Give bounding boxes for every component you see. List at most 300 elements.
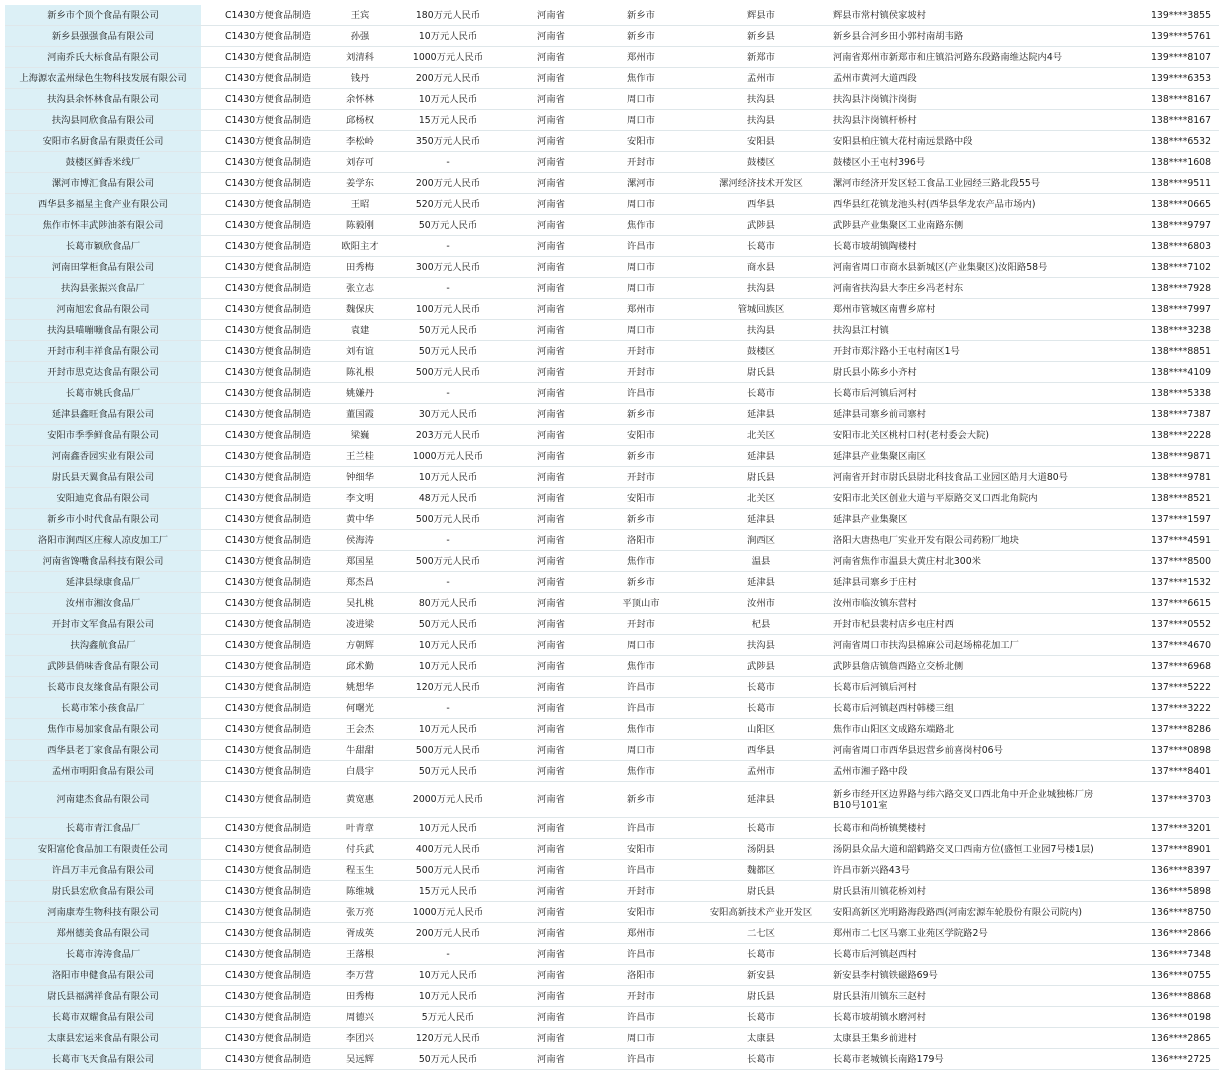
capital-cell: - [385, 236, 511, 257]
table-row [5, 923, 1219, 944]
capital-cell: 350万元人民币 [385, 131, 511, 152]
table-row [5, 362, 1219, 383]
city-cell: 许昌市 [591, 944, 691, 965]
legal-rep-cell: 钟细华 [335, 467, 385, 488]
table-row [5, 173, 1219, 194]
legal-rep-cell: 王落根 [335, 944, 385, 965]
industry-cell: C1430方便食品制造 [201, 881, 335, 902]
table-row [5, 257, 1219, 278]
capital-cell: 50万元人民币 [385, 215, 511, 236]
city-cell: 焦作市 [591, 215, 691, 236]
company-name-cell: 安阳迪克食品有限公司 [5, 488, 201, 509]
city-cell: 安阳市 [591, 488, 691, 509]
legal-rep-cell: 孙强 [335, 26, 385, 47]
city-cell: 郑州市 [591, 299, 691, 320]
capital-cell: 50万元人民币 [385, 320, 511, 341]
industry-cell: C1430方便食品制造 [201, 818, 335, 839]
table-row [5, 215, 1219, 236]
district-cell: 扶沟县 [691, 89, 831, 110]
table-row [5, 902, 1219, 923]
company-name-cell: 洛阳市申健食品有限公司 [5, 965, 201, 986]
address-cell: 尉氏县洧川镇东三赵村 [831, 986, 1111, 1007]
company-name-cell: 长葛市涛涛食品厂 [5, 944, 201, 965]
company-name-cell: 武陟县俏味香食品有限公司 [5, 656, 201, 677]
capital-cell: - [385, 152, 511, 173]
district-cell: 北关区 [691, 425, 831, 446]
company-name-cell: 河南鑫香园实业有限公司 [5, 446, 201, 467]
province-cell: 河南省 [511, 761, 591, 782]
capital-cell: 10万元人民币 [385, 89, 511, 110]
industry-cell: C1430方便食品制造 [201, 278, 335, 299]
address-cell: 武陟县产业集聚区工业南路东侧 [831, 215, 1111, 236]
city-cell: 开封市 [591, 467, 691, 488]
company-name-cell: 河南建杰食品有限公司 [5, 782, 201, 818]
address-cell: 河南省扶沟县大李庄乡冯老村东 [831, 278, 1111, 299]
legal-rep-cell: 刘有谊 [335, 341, 385, 362]
table-row [5, 677, 1219, 698]
district-cell: 太康县 [691, 1028, 831, 1049]
table-row [5, 656, 1219, 677]
legal-rep-cell: 李松岭 [335, 131, 385, 152]
city-cell: 许昌市 [591, 698, 691, 719]
company-name-cell: 河南康寿生物科技有限公司 [5, 902, 201, 923]
capital-cell: 48万元人民币 [385, 488, 511, 509]
city-cell: 焦作市 [591, 761, 691, 782]
address-cell: 延津县司寨乡于庄村 [831, 572, 1111, 593]
table-row [5, 551, 1219, 572]
legal-rep-cell: 王会杰 [335, 719, 385, 740]
table-row [5, 593, 1219, 614]
table-row [5, 740, 1219, 761]
city-cell: 开封市 [591, 881, 691, 902]
province-cell: 河南省 [511, 1028, 591, 1049]
company-name-cell: 长葛市双耀食品有限公司 [5, 1007, 201, 1028]
capital-cell: 500万元人民币 [385, 860, 511, 881]
address-cell: 河南省周口市西华县迟营乡前喜岗村06号 [831, 740, 1111, 761]
phone-cell: 137****8500 [1111, 551, 1219, 572]
phone-cell: 138****7997 [1111, 299, 1219, 320]
capital-cell: 10万元人民币 [385, 818, 511, 839]
province-cell: 河南省 [511, 902, 591, 923]
address-cell: 新乡县合河乡田小郭村南胡韦路 [831, 26, 1111, 47]
table-row [5, 488, 1219, 509]
capital-cell: - [385, 278, 511, 299]
address-cell: 长葛市后河镇赵西村 [831, 944, 1111, 965]
legal-rep-cell: 王宾 [335, 5, 385, 26]
legal-rep-cell: 叶青章 [335, 818, 385, 839]
legal-rep-cell: 侯海涛 [335, 530, 385, 551]
capital-cell: 30万元人民币 [385, 404, 511, 425]
company-name-cell: 扶沟县张振兴食品厂 [5, 278, 201, 299]
table-row [5, 299, 1219, 320]
capital-cell: 50万元人民币 [385, 761, 511, 782]
phone-cell: 138****8167 [1111, 89, 1219, 110]
table-row [5, 5, 1219, 26]
province-cell: 河南省 [511, 278, 591, 299]
phone-cell: 138****9511 [1111, 173, 1219, 194]
province-cell: 河南省 [511, 719, 591, 740]
capital-cell: 300万元人民币 [385, 257, 511, 278]
table-row [5, 110, 1219, 131]
industry-cell: C1430方便食品制造 [201, 173, 335, 194]
city-cell: 洛阳市 [591, 965, 691, 986]
table-row [5, 944, 1219, 965]
industry-cell: C1430方便食品制造 [201, 782, 335, 818]
table-row [5, 89, 1219, 110]
province-cell: 河南省 [511, 257, 591, 278]
capital-cell: 120万元人民币 [385, 677, 511, 698]
capital-cell: 15万元人民币 [385, 881, 511, 902]
province-cell: 河南省 [511, 572, 591, 593]
table-row [5, 194, 1219, 215]
industry-cell: C1430方便食品制造 [201, 5, 335, 26]
phone-cell: 136****5898 [1111, 881, 1219, 902]
district-cell: 延津县 [691, 572, 831, 593]
province-cell: 河南省 [511, 860, 591, 881]
company-name-cell: 焦作市怀丰武陟油茶有限公司 [5, 215, 201, 236]
industry-cell: C1430方便食品制造 [201, 257, 335, 278]
province-cell: 河南省 [511, 509, 591, 530]
industry-cell: C1430方便食品制造 [201, 131, 335, 152]
legal-rep-cell: 李团兴 [335, 1028, 385, 1049]
industry-cell: C1430方便食品制造 [201, 677, 335, 698]
table-row [5, 818, 1219, 839]
province-cell: 河南省 [511, 320, 591, 341]
company-name-cell: 西华县老丁家食品有限公司 [5, 740, 201, 761]
table-row [5, 383, 1219, 404]
legal-rep-cell: 付兵武 [335, 839, 385, 860]
industry-cell: C1430方便食品制造 [201, 1007, 335, 1028]
address-cell: 安阳市北关区创业大道与平原路交叉口西北角院内 [831, 488, 1111, 509]
address-cell: 延津县产业集聚区 [831, 509, 1111, 530]
province-cell: 河南省 [511, 944, 591, 965]
legal-rep-cell: 白晨宇 [335, 761, 385, 782]
company-name-cell: 尉氏县福满祥食品有限公司 [5, 986, 201, 1007]
district-cell: 长葛市 [691, 818, 831, 839]
phone-cell: 138****3238 [1111, 320, 1219, 341]
city-cell: 开封市 [591, 614, 691, 635]
phone-cell: 136****8397 [1111, 860, 1219, 881]
phone-cell: 136****0198 [1111, 1007, 1219, 1028]
district-cell: 扶沟县 [691, 635, 831, 656]
table-row [5, 341, 1219, 362]
phone-cell: 137****4591 [1111, 530, 1219, 551]
company-name-cell: 尉氏县天翼食品有限公司 [5, 467, 201, 488]
company-name-cell: 延津县鑫旺食品有限公司 [5, 404, 201, 425]
province-cell: 河南省 [511, 488, 591, 509]
industry-cell: C1430方便食品制造 [201, 467, 335, 488]
table-row [5, 404, 1219, 425]
industry-cell: C1430方便食品制造 [201, 299, 335, 320]
legal-rep-cell: 李万营 [335, 965, 385, 986]
company-name-cell: 西华县多福星主食产业有限公司 [5, 194, 201, 215]
capital-cell: 2000万元人民币 [385, 782, 511, 818]
district-cell: 尉氏县 [691, 467, 831, 488]
address-cell: 扶沟县江村镇 [831, 320, 1111, 341]
company-name-cell: 孟州市明阳食品有限公司 [5, 761, 201, 782]
province-cell: 河南省 [511, 677, 591, 698]
company-name-cell: 扶沟鑫航食品厂 [5, 635, 201, 656]
phone-cell: 137****5222 [1111, 677, 1219, 698]
city-cell: 安阳市 [591, 131, 691, 152]
table-row [5, 860, 1219, 881]
legal-rep-cell: 邱术勤 [335, 656, 385, 677]
phone-cell: 138****8851 [1111, 341, 1219, 362]
capital-cell: 203万元人民币 [385, 425, 511, 446]
province-cell: 河南省 [511, 1049, 591, 1070]
district-cell: 杞县 [691, 614, 831, 635]
district-cell: 长葛市 [691, 383, 831, 404]
address-cell: 河南省周口市扶沟县棉麻公司赵场棉花加工厂 [831, 635, 1111, 656]
industry-cell: C1430方便食品制造 [201, 761, 335, 782]
address-cell: 安阳市北关区桃村口村(老村委会大院) [831, 425, 1111, 446]
company-name-cell: 郑州德美食品有限公司 [5, 923, 201, 944]
city-cell: 开封市 [591, 152, 691, 173]
district-cell: 延津县 [691, 509, 831, 530]
phone-cell: 137****3703 [1111, 782, 1219, 818]
city-cell: 周口市 [591, 194, 691, 215]
city-cell: 开封市 [591, 341, 691, 362]
table-row [5, 782, 1219, 818]
province-cell: 河南省 [511, 818, 591, 839]
legal-rep-cell: 钱丹 [335, 68, 385, 89]
province-cell: 河南省 [511, 5, 591, 26]
address-cell: 长葛市坡胡镇水磨河村 [831, 1007, 1111, 1028]
phone-cell: 137****0552 [1111, 614, 1219, 635]
address-cell: 延津县产业集聚区南区 [831, 446, 1111, 467]
industry-cell: C1430方便食品制造 [201, 383, 335, 404]
legal-rep-cell: 魏保庆 [335, 299, 385, 320]
district-cell: 二七区 [691, 923, 831, 944]
company-name-cell: 河南乔氏大标食品有限公司 [5, 47, 201, 68]
legal-rep-cell: 郑国星 [335, 551, 385, 572]
province-cell: 河南省 [511, 299, 591, 320]
address-cell: 鼓楼区小王屯村396号 [831, 152, 1111, 173]
company-name-cell: 扶沟县喵嘣嘣食品有限公司 [5, 320, 201, 341]
legal-rep-cell: 凌进梁 [335, 614, 385, 635]
city-cell: 郑州市 [591, 923, 691, 944]
address-cell: 郑州市管城区南曹乡席村 [831, 299, 1111, 320]
industry-cell: C1430方便食品制造 [201, 923, 335, 944]
city-cell: 周口市 [591, 278, 691, 299]
table-row [5, 509, 1219, 530]
province-cell: 河南省 [511, 446, 591, 467]
industry-cell: C1430方便食品制造 [201, 1028, 335, 1049]
industry-cell: C1430方便食品制造 [201, 488, 335, 509]
province-cell: 河南省 [511, 110, 591, 131]
company-name-cell: 上海源农孟州绿色生物科技发展有限公司 [5, 68, 201, 89]
district-cell: 武陟县 [691, 656, 831, 677]
table-row [5, 152, 1219, 173]
district-cell: 长葛市 [691, 944, 831, 965]
capital-cell: 200万元人民币 [385, 173, 511, 194]
address-cell: 安阳高新区光明路海段路西(河南宏源车轮股份有限公司院内) [831, 902, 1111, 923]
legal-rep-cell: 刘清科 [335, 47, 385, 68]
phone-cell: 138****6532 [1111, 131, 1219, 152]
company-name-cell: 开封市思克达食品有限公司 [5, 362, 201, 383]
province-cell: 河南省 [511, 782, 591, 818]
province-cell: 河南省 [511, 194, 591, 215]
phone-cell: 137****1532 [1111, 572, 1219, 593]
address-cell: 焦作市山阳区文成路东端路北 [831, 719, 1111, 740]
table-row [5, 698, 1219, 719]
industry-cell: C1430方便食品制造 [201, 902, 335, 923]
table-row [5, 530, 1219, 551]
table-row [5, 446, 1219, 467]
city-cell: 焦作市 [591, 551, 691, 572]
province-cell: 河南省 [511, 881, 591, 902]
phone-cell: 136****8868 [1111, 986, 1219, 1007]
district-cell: 安阳高新技术产业开发区 [691, 902, 831, 923]
address-cell: 长葛市和尚桥镇樊楼村 [831, 818, 1111, 839]
capital-cell: 1000万元人民币 [385, 902, 511, 923]
address-cell: 安阳县柏庄镇大花村南远景路中段 [831, 131, 1111, 152]
city-cell: 新乡市 [591, 572, 691, 593]
province-cell: 河南省 [511, 839, 591, 860]
company-name-cell: 安阳富伦食品加工有限责任公司 [5, 839, 201, 860]
city-cell: 焦作市 [591, 656, 691, 677]
legal-rep-cell: 何曙光 [335, 698, 385, 719]
capital-cell: - [385, 572, 511, 593]
industry-cell: C1430方便食品制造 [201, 236, 335, 257]
address-cell: 长葛市后河镇赵西村韩楼三组 [831, 698, 1111, 719]
legal-rep-cell: 梁巍 [335, 425, 385, 446]
phone-cell: 139****3855 [1111, 5, 1219, 26]
phone-cell: 138****0665 [1111, 194, 1219, 215]
city-cell: 焦作市 [591, 68, 691, 89]
legal-rep-cell: 张万亮 [335, 902, 385, 923]
district-cell: 尉氏县 [691, 362, 831, 383]
capital-cell: 10万元人民币 [385, 635, 511, 656]
legal-rep-cell: 袁建 [335, 320, 385, 341]
company-name-cell: 河南田掌柜食品有限公司 [5, 257, 201, 278]
table-row [5, 719, 1219, 740]
address-cell: 汤阴县众品大道和韶鹤路交叉口西南方位(盛恒工业园7号楼1层) [831, 839, 1111, 860]
legal-rep-cell: 李文明 [335, 488, 385, 509]
district-cell: 延津县 [691, 782, 831, 818]
legal-rep-cell: 张立志 [335, 278, 385, 299]
industry-cell: C1430方便食品制造 [201, 152, 335, 173]
company-name-cell: 新乡市小时代食品有限公司 [5, 509, 201, 530]
phone-cell: 137****8286 [1111, 719, 1219, 740]
legal-rep-cell: 王昭 [335, 194, 385, 215]
province-cell: 河南省 [511, 965, 591, 986]
city-cell: 许昌市 [591, 236, 691, 257]
table-row [5, 614, 1219, 635]
table-row [5, 1007, 1219, 1028]
company-name-cell: 焦作市易加家食品有限公司 [5, 719, 201, 740]
industry-cell: C1430方便食品制造 [201, 320, 335, 341]
phone-cell: 138****2228 [1111, 425, 1219, 446]
city-cell: 周口市 [591, 110, 691, 131]
capital-cell: 120万元人民币 [385, 1028, 511, 1049]
company-name-cell: 河南省馋嘴食品科技有限公司 [5, 551, 201, 572]
legal-rep-cell: 周德兴 [335, 1007, 385, 1028]
company-name-cell: 长葛市笨小孩食品厂 [5, 698, 201, 719]
legal-rep-cell: 陈维城 [335, 881, 385, 902]
district-cell: 安阳县 [691, 131, 831, 152]
legal-rep-cell: 郑杰昌 [335, 572, 385, 593]
district-cell: 辉县市 [691, 5, 831, 26]
address-cell: 新乡市经开区边界路与纬六路交叉口西北角中开企业城独栋厂房B10号101室 [831, 782, 1111, 818]
city-cell: 许昌市 [591, 818, 691, 839]
phone-cell: 137****1597 [1111, 509, 1219, 530]
district-cell: 长葛市 [691, 1049, 831, 1070]
province-cell: 河南省 [511, 593, 591, 614]
company-name-cell: 扶沟县余怀林食品有限公司 [5, 89, 201, 110]
district-cell: 北关区 [691, 488, 831, 509]
city-cell: 焦作市 [591, 719, 691, 740]
industry-cell: C1430方便食品制造 [201, 68, 335, 89]
industry-cell: C1430方便食品制造 [201, 1049, 335, 1070]
phone-cell: 138****7102 [1111, 257, 1219, 278]
phone-cell: 139****8107 [1111, 47, 1219, 68]
city-cell: 新乡市 [591, 782, 691, 818]
district-cell: 鼓楼区 [691, 341, 831, 362]
province-cell: 河南省 [511, 425, 591, 446]
capital-cell: 15万元人民币 [385, 110, 511, 131]
legal-rep-cell: 吴扎桃 [335, 593, 385, 614]
district-cell: 长葛市 [691, 677, 831, 698]
table-row [5, 965, 1219, 986]
district-cell: 尉氏县 [691, 986, 831, 1007]
province-cell: 河南省 [511, 362, 591, 383]
province-cell: 河南省 [511, 173, 591, 194]
legal-rep-cell: 程玉生 [335, 860, 385, 881]
company-name-cell: 扶沟县同欣食品有限公司 [5, 110, 201, 131]
capital-cell: 100万元人民币 [385, 299, 511, 320]
district-cell: 扶沟县 [691, 110, 831, 131]
company-name-cell: 新乡县强强食品有限公司 [5, 26, 201, 47]
address-cell: 长葛市后河镇后河村 [831, 383, 1111, 404]
capital-cell: 500万元人民币 [385, 509, 511, 530]
capital-cell: 50万元人民币 [385, 1049, 511, 1070]
company-name-cell: 漯河市博汇食品有限公司 [5, 173, 201, 194]
city-cell: 郑州市 [591, 47, 691, 68]
table-row [5, 278, 1219, 299]
table-row [5, 320, 1219, 341]
table-row [5, 131, 1219, 152]
company-table [5, 5, 1219, 1070]
district-cell: 延津县 [691, 404, 831, 425]
capital-cell: 80万元人民币 [385, 593, 511, 614]
address-cell: 扶沟县汴岗镇杆桥村 [831, 110, 1111, 131]
province-cell: 河南省 [511, 614, 591, 635]
district-cell: 汝州市 [691, 593, 831, 614]
legal-rep-cell: 胥成英 [335, 923, 385, 944]
capital-cell: 5万元人民币 [385, 1007, 511, 1028]
industry-cell: C1430方便食品制造 [201, 26, 335, 47]
city-cell: 新乡市 [591, 26, 691, 47]
province-cell: 河南省 [511, 236, 591, 257]
city-cell: 周口市 [591, 89, 691, 110]
city-cell: 漯河市 [591, 173, 691, 194]
industry-cell: C1430方便食品制造 [201, 362, 335, 383]
district-cell: 漯河经济技术开发区 [691, 173, 831, 194]
province-cell: 河南省 [511, 698, 591, 719]
district-cell: 山阳区 [691, 719, 831, 740]
phone-cell: 137****8901 [1111, 839, 1219, 860]
industry-cell: C1430方便食品制造 [201, 425, 335, 446]
city-cell: 周口市 [591, 740, 691, 761]
phone-cell: 136****8750 [1111, 902, 1219, 923]
table-row [5, 236, 1219, 257]
table-row [5, 47, 1219, 68]
capital-cell: 500万元人民币 [385, 362, 511, 383]
phone-cell: 138****1608 [1111, 152, 1219, 173]
district-cell: 扶沟县 [691, 320, 831, 341]
province-cell: 河南省 [511, 635, 591, 656]
